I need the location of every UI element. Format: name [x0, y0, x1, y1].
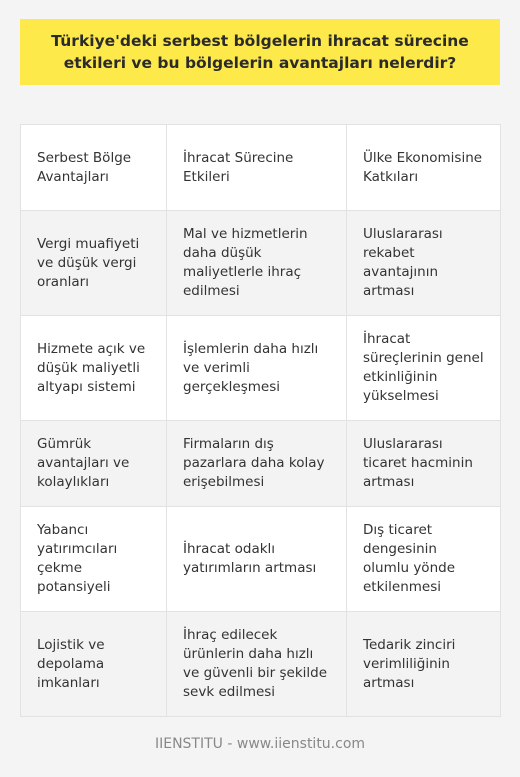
table-cell: İhracat odaklı yatırımların artması — [167, 507, 347, 612]
table-row — [21, 612, 501, 717]
page-title: Türkiye'deki serbest bölgelerin ihracat sürecine etkileri ve bu bölgelerin avantajları nelerdir? — [51, 32, 469, 72]
table-cell: İhracat süreçlerinin genel etkinliğinin yükselmesi — [347, 316, 501, 421]
footer-credit: IIENSTITU - www.iienstitu.com — [154, 736, 366, 752]
table-cell: İhracat Sürecine Etkileri — [167, 125, 347, 211]
table-cell: Serbest Bölge Avantajları — [21, 125, 167, 211]
table-cell: Dış ticaret dengesinin olumlu yönde etkilenmesi — [347, 507, 501, 612]
table-cell: Mal ve hizmetlerin daha düşük maliyetlerle ihraç edilmesi — [167, 211, 347, 316]
table-cell: Gümrük avantajları ve kolaylıkları — [21, 421, 167, 507]
table-cell: Vergi muafiyeti ve düşük vergi oranları — [21, 211, 167, 316]
table-cell: İşlemlerin daha hızlı ve verimli gerçekleşmesi — [167, 316, 347, 421]
table-cell: Lojistik ve depolama imkanları — [21, 612, 167, 717]
table-cell: İhraç edilecek ürünlerin daha hızlı ve güvenli bir şekilde sevk edilmesi — [167, 612, 347, 717]
table-cell: Yabancı yatırımcıları çekme potansiyeli — [21, 507, 167, 612]
table-cell: Uluslararası rekabet avantajının artması — [347, 211, 501, 316]
table-cell: Ülke Ekonomisine Katkıları — [347, 125, 501, 211]
comparison-table — [20, 124, 501, 717]
table-cell: Hizmete açık ve düşük maliyetli altyapı sistemi — [21, 316, 167, 421]
table-row — [21, 316, 501, 421]
title-banner — [20, 19, 500, 85]
table-row — [21, 211, 501, 316]
table-row — [21, 507, 501, 612]
table-header-row — [21, 125, 501, 211]
table-row — [21, 421, 501, 507]
table-cell: Firmaların dış pazarlara daha kolay erişebilmesi — [167, 421, 347, 507]
table-cell: Uluslararası ticaret hacminin artması — [347, 421, 501, 507]
table-cell: Tedarik zinciri verimliliğinin artması — [347, 612, 501, 717]
